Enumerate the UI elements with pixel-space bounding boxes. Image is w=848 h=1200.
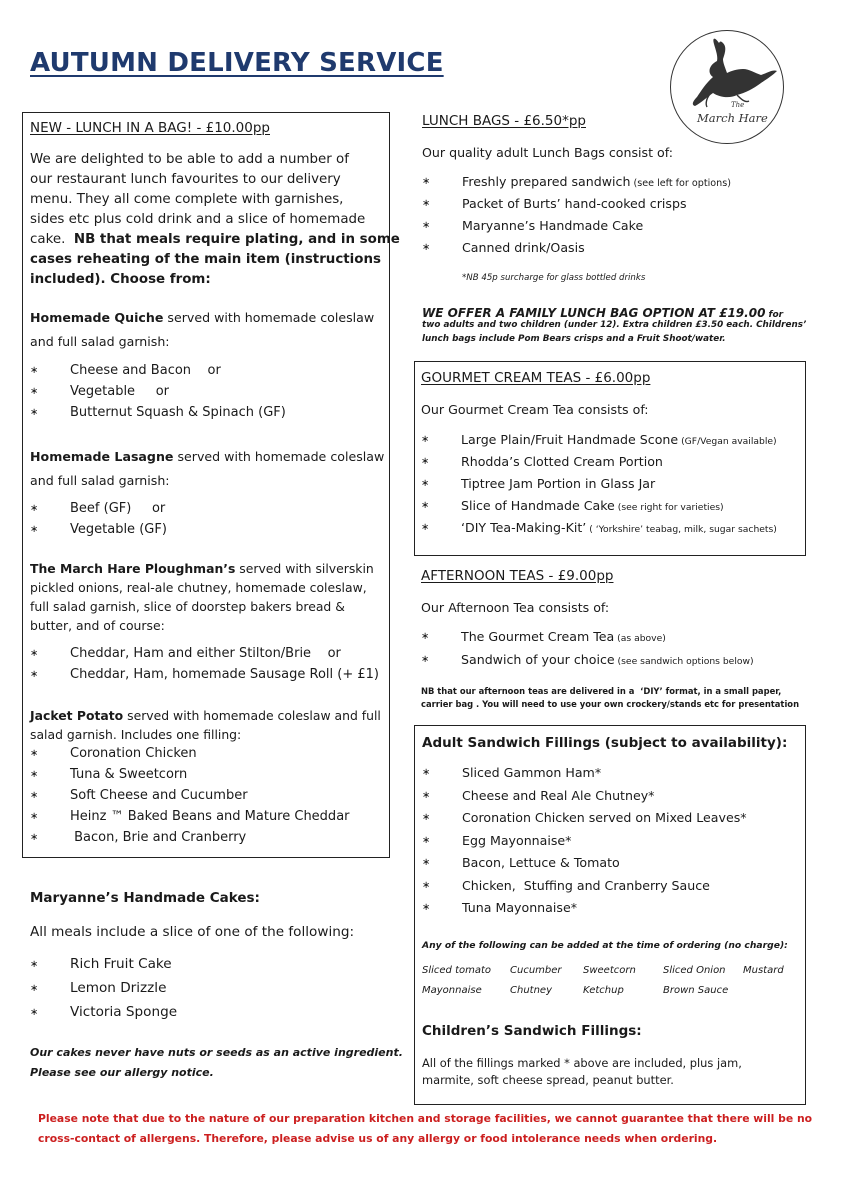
cakes-note: Please see our allergy notice. (30, 1066, 214, 1079)
item-text: Egg Mayonnaise* (462, 832, 572, 848)
jacket-name: Jacket Potato (30, 708, 124, 723)
item-text: Cheddar, Ham and either Stilton/Brie or (70, 646, 341, 661)
ploughmans-line: pickled onions, real-ale chutney, homemade coleslaw, (30, 580, 367, 595)
item-text: Rich Fruit Cake (70, 956, 172, 972)
item-text (462, 174, 731, 189)
afternoon-teas-note: carrier bag . You will need to use your own crockery/stands etc for presentation (421, 699, 800, 709)
ploughmans-name: The March Hare Ploughman’s (30, 561, 236, 576)
item-text: Vegetable (GF) (70, 522, 167, 537)
ploughmans-desc-1: served with silverskin (235, 561, 374, 576)
item-text: Vegetable or (70, 384, 170, 399)
item-text: Victoria Sponge (70, 1004, 178, 1020)
quiche-name: Homemade Quiche (30, 310, 164, 325)
bullet: ∗ (422, 812, 431, 823)
afternoon-teas-intro: Our Afternoon Tea consists of: (421, 600, 610, 615)
bullet: ∗ (421, 631, 430, 642)
lunch-bags-intro: Our quality adult Lunch Bags consist of: (422, 145, 673, 160)
march-hare-logo (670, 30, 784, 144)
item-text: Tuna & Sweetcorn (70, 767, 188, 782)
bullet: ∗ (422, 879, 431, 891)
bullet: ∗ (421, 456, 430, 467)
allergy-notice: Please note that due to the nature of our preparation kitchen and storage facilities, we cannot guarantee that there will be no (38, 1112, 813, 1125)
item-text: Bacon, Brie and Cranberry (70, 830, 247, 845)
bullet: ∗ (30, 748, 39, 759)
surcharge-note: *NB 45p surcharge for glass bottled drinks (462, 273, 646, 283)
item-note: (see left for options) (630, 178, 731, 189)
cream-teas-heading: GOURMET CREAM TEAS - £6.00pp (421, 370, 651, 386)
family-offer-bold: WE OFFER A FAMILY LUNCH BAG OPTION AT £19.00 (422, 306, 766, 320)
addon-item: Brown Sauce (663, 985, 729, 996)
item-main: The Gourmet Cream Tea (461, 629, 615, 644)
children-heading: Children’s Sandwich Fillings: (422, 1023, 642, 1039)
children-line: marmite, soft cheese spread, peanut butter. (422, 1073, 674, 1087)
lunch-in-bag-heading: NEW - LUNCH IN A BAG! - £10.00pp (30, 120, 270, 136)
bullet: ∗ (30, 407, 39, 418)
item-text: Beef (GF) or (70, 501, 166, 516)
lasagne-name: Homemade Lasagne (30, 449, 174, 464)
item-text: Cheese and Real Ale Chutney* (462, 787, 655, 803)
bullet: ∗ (422, 242, 431, 253)
item-main: Slice of Handmade Cake (461, 498, 615, 513)
addon-item: Ketchup (583, 985, 624, 996)
page-title: AUTUMN DELIVERY SERVICE (30, 48, 444, 78)
addon-item: Sliced Onion (663, 965, 726, 976)
bullet: ∗ (30, 669, 39, 680)
item-text: Maryanne’s Handmade Cake (462, 218, 644, 233)
item-text: Heinz ™ Baked Beans and Mature Cheddar (70, 809, 350, 824)
bullet: ∗ (30, 1007, 39, 1018)
addons-heading: Any of the following can be added at the time of ordering (no charge): (422, 940, 788, 951)
intro-cake: cake. (30, 232, 74, 247)
item-main: Large Plain/Fruit Handmade Scone (461, 432, 679, 447)
bullet: ∗ (422, 220, 431, 231)
bullet: ∗ (421, 654, 430, 665)
item-text: Tuna Mayonnaise* (462, 900, 577, 915)
item-note: (GF/Vegan available) (678, 436, 777, 447)
addon-item: Mustard (743, 965, 784, 976)
bullet: ∗ (421, 478, 430, 489)
afternoon-teas-note: NB that our afternoon teas are delivered in a ‘DIY’ format, in a small paper, (421, 686, 782, 696)
item-text: Soft Cheese and Cucumber (70, 788, 248, 803)
bullet: ∗ (30, 503, 39, 514)
jacket-desc (30, 708, 381, 723)
bullet: ∗ (30, 648, 39, 659)
item-main: Sandwich of your choice (461, 652, 615, 667)
bullet: ∗ (421, 434, 430, 445)
bullet: ∗ (421, 500, 430, 511)
item-note: (see sandwich options below) (614, 656, 754, 667)
sandwich-box (414, 725, 806, 1105)
intro-line: our restaurant lunch favourites to our delivery (30, 172, 341, 187)
sandwich-heading: Adult Sandwich Fillings (subject to availability): (422, 735, 788, 751)
family-line: two adults and two children (under 12). Extra children £3.50 each. Childrens’ (422, 320, 807, 330)
item-text: Coronation Chicken served on Mixed Leaves* (462, 810, 747, 825)
intro-bold: NB that meals require plating, and in some (73, 232, 400, 247)
item-text: Rhodda’s Clotted Cream Portion (461, 454, 663, 469)
lasagne-desc-2: and full salad garnish: (30, 473, 170, 488)
item-main: ‘DIY Tea-Making-Kit’ (461, 520, 587, 535)
cakes-heading: Maryanne’s Handmade Cakes: (30, 890, 260, 906)
bullet: ∗ (30, 386, 39, 397)
item-text: Tiptree Jam Portion in Glass Jar (461, 476, 656, 491)
bullet: ∗ (422, 789, 431, 801)
lunch-bags-heading: LUNCH BAGS - £6.50*pp (422, 113, 586, 129)
cakes-intro: All meals include a slice of one of the following: (30, 924, 355, 940)
children-line: All of the fillings marked * above are included, plus jam, (422, 1056, 742, 1070)
bullet: ∗ (422, 857, 431, 868)
item-text: Coronation Chicken (70, 746, 197, 761)
addon-item: Sweetcorn (583, 965, 636, 976)
quiche-desc-1: served with homemade coleslaw (163, 310, 375, 325)
intro-line: sides etc plus cold drink and a slice of homemade (30, 212, 366, 227)
allergy-notice: cross-contact of allergens. Therefore, please advise us of any allergy or food intolerance needs when ordering. (38, 1132, 718, 1145)
item-text: Canned drink/Oasis (462, 240, 585, 255)
bullet: ∗ (422, 198, 431, 209)
item-text: Lemon Drizzle (70, 980, 167, 996)
hare-icon (671, 31, 784, 144)
item-text (461, 520, 777, 535)
bullet: ∗ (30, 365, 39, 376)
item-text: Packet of Burts’ hand-cooked crisps (462, 196, 687, 211)
family-offer (422, 302, 783, 321)
bullet: ∗ (30, 811, 39, 822)
item-text: Sliced Gammon Ham* (462, 765, 602, 780)
bullet: ∗ (30, 959, 39, 970)
logo-name: March Hare (697, 111, 768, 125)
item-note: (see right for varieties) (614, 502, 724, 513)
item-text: Chicken, Stuffing and Cranberry Sauce (462, 877, 710, 893)
intro-bold: cases reheating of the main item (instructions (30, 252, 381, 267)
lasagne-desc (30, 449, 384, 464)
family-line: lunch bags include Pom Bears crisps and a Fruit Shoot/water. (422, 334, 726, 344)
bullet: ∗ (30, 983, 39, 994)
ploughmans-line: full salad garnish, slice of doorstep bakers bread & (30, 599, 345, 614)
item-text (461, 629, 666, 644)
bullet: ∗ (421, 522, 430, 533)
addon-item: Cucumber (510, 965, 562, 976)
item-text: Bacon, Lettuce & Tomato (462, 855, 620, 870)
logo-the: The (731, 101, 745, 109)
item-text: Butternut Squash & Spinach (GF) (70, 405, 286, 420)
item-text (461, 432, 777, 447)
bullet: ∗ (422, 902, 431, 913)
item-text: Cheese and Bacon or (70, 363, 221, 378)
quiche-desc (30, 310, 374, 325)
bullet: ∗ (422, 834, 431, 846)
lasagne-desc-1: served with homemade coleslaw (173, 449, 385, 464)
bullet: ∗ (30, 769, 39, 780)
family-offer-for: for (765, 310, 784, 320)
jacket-desc-2: salad garnish. Includes one filling: (30, 727, 242, 742)
bullet: ∗ (422, 176, 431, 187)
item-note: (as above) (614, 633, 666, 644)
item-note: ( ‘Yorkshire’ teabag, milk, sugar sachets) (586, 524, 777, 535)
jacket-desc-1: served with homemade coleslaw and full (123, 708, 381, 723)
intro-line: We are delighted to be able to add a number of (30, 152, 349, 167)
addon-item: Sliced tomato (422, 965, 492, 976)
addon-item: Mayonnaise (422, 985, 482, 996)
cakes-note: Our cakes never have nuts or seeds as an active ingredient. (30, 1046, 403, 1059)
item-text (461, 498, 724, 513)
cream-teas-intro: Our Gourmet Cream Tea consists of: (421, 402, 649, 417)
addon-item: Chutney (510, 985, 552, 996)
bullet: ∗ (30, 832, 39, 843)
item-text (461, 652, 754, 667)
ploughmans-line: butter, and of course: (30, 618, 165, 633)
bullet: ∗ (422, 767, 431, 778)
bullet: ∗ (30, 524, 39, 535)
intro-line: menu. They all come complete with garnishes, (30, 192, 344, 207)
item-main: Freshly prepared sandwich (462, 174, 631, 189)
ploughmans-desc (30, 561, 374, 576)
item-text: Cheddar, Ham, homemade Sausage Roll (+ £1) (70, 667, 379, 682)
intro-line (30, 230, 400, 250)
afternoon-teas-heading: AFTERNOON TEAS - £9.00pp (421, 568, 614, 584)
bullet: ∗ (30, 790, 39, 801)
quiche-desc-2: and full salad garnish: (30, 334, 170, 349)
intro-bold: included). Choose from: (30, 272, 211, 287)
